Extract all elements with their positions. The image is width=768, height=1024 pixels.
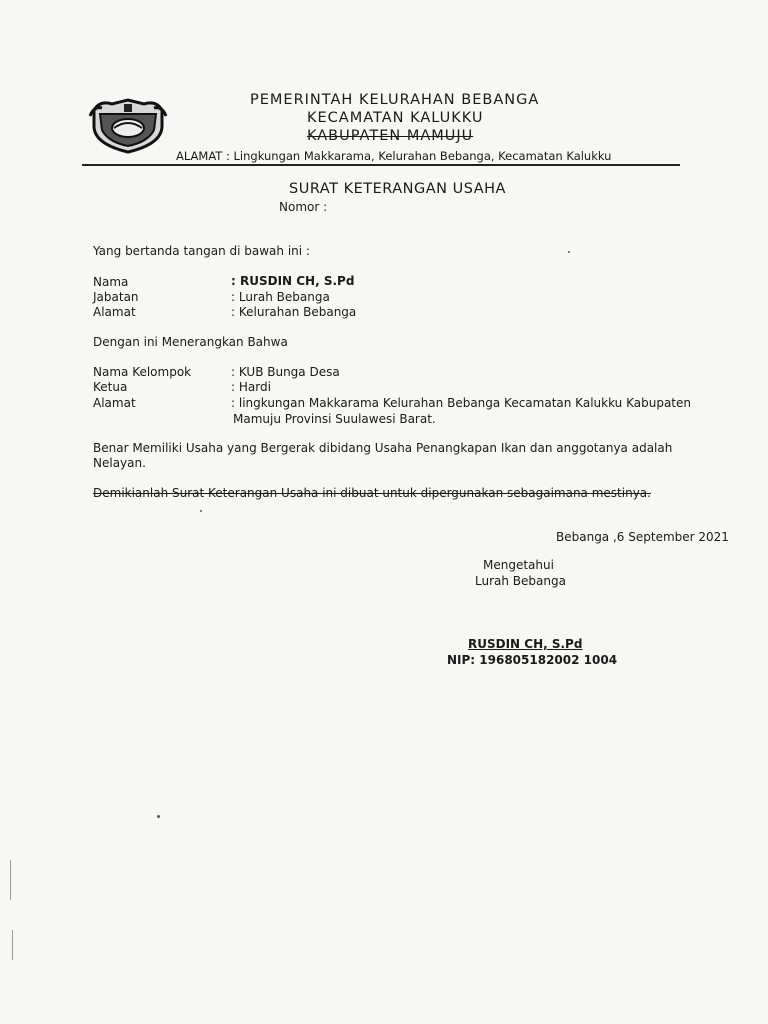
header-address: ALAMAT : Lingkungan Makkarama, Kelurahan Bebanga, Kecamatan Kalukku bbox=[176, 149, 612, 163]
group-leader-label: Ketua bbox=[93, 380, 128, 394]
signer-name-label: Nama bbox=[93, 275, 129, 289]
group-leader-value: : Hardi bbox=[231, 380, 271, 394]
signer-name-value: : RUSDIN CH, S.Pd bbox=[231, 274, 355, 288]
group-name-value: : KUB Bunga Desa bbox=[231, 365, 340, 379]
document-number-label: Nomor : bbox=[279, 200, 328, 214]
signer-address-value: : Kelurahan Bebanga bbox=[231, 305, 357, 319]
signer-address-label: Alamat bbox=[93, 305, 136, 319]
regency-emblem-icon bbox=[88, 96, 168, 154]
group-address-continuation: Mamuju Provinsi Suulawesi Barat. bbox=[233, 412, 436, 426]
intro-text: Yang bertanda tangan di bawah ini : bbox=[93, 244, 310, 258]
sign-nip: NIP: 196805182002 1004 bbox=[447, 653, 618, 667]
closing-statement: Demikianlah Surat Keterangan Usaha ini dibuat untuk dipergunakan sebagaimana mestinya. bbox=[93, 486, 651, 500]
place-and-date: Bebanga ,6 September 2021 bbox=[556, 530, 729, 544]
sign-position: Lurah Bebanga bbox=[475, 574, 566, 588]
business-statement-line1: Benar Memiliki Usaha yang Bergerak dibidang Usaha Penangkapan Ikan dan anggotanya adalah bbox=[93, 441, 673, 455]
group-name-label: Nama Kelompok bbox=[93, 365, 192, 379]
statement-text: Dengan ini Menerangkan Bahwa bbox=[93, 335, 288, 349]
header-divider bbox=[82, 164, 680, 166]
header-district-name: KECAMATAN KALUKKU bbox=[307, 110, 484, 126]
sign-acknowledged-label: Mengetahui bbox=[483, 558, 554, 572]
business-statement-line2: Nelayan. bbox=[93, 456, 146, 470]
header-regency-name: KABUPATEN MAMUJU bbox=[307, 128, 474, 144]
scan-speck bbox=[157, 815, 160, 818]
scan-edge-mark bbox=[10, 860, 11, 900]
scan-edge-mark bbox=[12, 930, 13, 960]
sign-name: RUSDIN CH, S.Pd bbox=[468, 637, 583, 651]
scan-speck bbox=[200, 510, 202, 512]
signer-position-label: Jabatan bbox=[93, 290, 139, 304]
signer-position-value: : Lurah Bebanga bbox=[231, 290, 330, 304]
group-address-label: Alamat bbox=[93, 396, 136, 410]
group-address-value: : lingkungan Makkarama Kelurahan Bebanga Kecamatan Kalukku Kabupaten bbox=[231, 396, 691, 410]
header-government-name: PEMERINTAH KELURAHAN BEBANGA bbox=[250, 92, 540, 108]
document-title: SURAT KETERANGAN USAHA bbox=[289, 181, 506, 197]
scan-speck bbox=[568, 251, 570, 253]
